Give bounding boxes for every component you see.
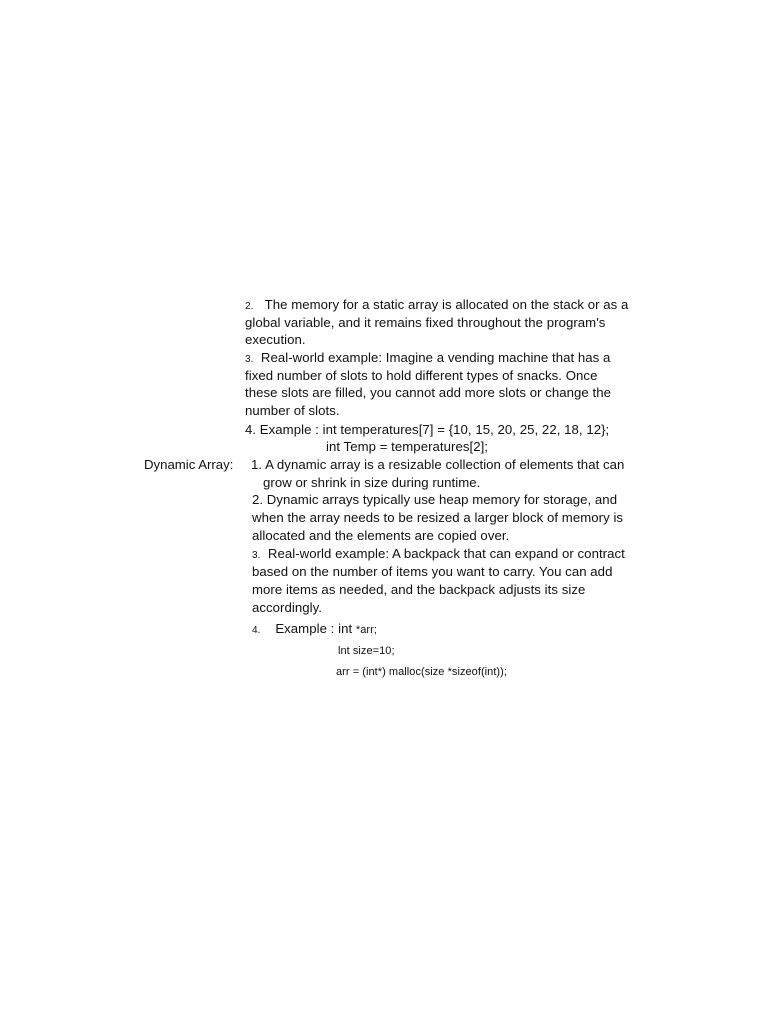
static-item3-text: Real-world example: Imagine a vending machine that has a [260, 350, 611, 365]
dynamic-item4-code-ptr: *arr; [355, 624, 377, 636]
dynamic-item4-text: Example : int [275, 621, 353, 636]
dynamic-item4-number: 4. [252, 625, 261, 636]
static-item4-line1: 4. Example : int temperatures[7] = {10, 15, 20, 25, 22, 18, 12}; [245, 422, 610, 437]
dynamic-item2-line2: when the array needs to be resized a larger block of memory is [252, 510, 624, 525]
dynamic-item2-line1: 2. Dynamic arrays typically use heap memory for storage, and [252, 492, 618, 507]
static-item3-line4: number of slots. [245, 403, 340, 418]
static-item4-line2: int Temp = temperatures[2]; [326, 439, 488, 454]
dynamic-item3-text: Real-world example: A backpack that can expand or contract [267, 546, 625, 561]
dynamic-item2-line3: allocated and the elements are copied over. [252, 528, 510, 543]
dynamic-array-label: Dynamic Array: [144, 457, 234, 472]
dynamic-item3-line4: accordingly. [252, 600, 322, 615]
dynamic-item1-line2: grow or shrink in size during runtime. [263, 475, 481, 490]
dynamic-item4-line1 [252, 620, 377, 640]
dynamic-item4-code-line1: lnt size=10; [338, 645, 395, 657]
static-item2-line1 [245, 296, 628, 316]
static-item2-number: 2. [245, 301, 254, 312]
static-item2-text: The memory for a static array is allocated on the stack or as a [264, 297, 629, 312]
dynamic-item1-line1: 1. A dynamic array is a resizable collection of elements that can [251, 457, 625, 472]
dynamic-item4-code-line2: arr = (int*) malloc(size *sizeof(int)); [336, 666, 507, 678]
static-item2-line3: execution. [245, 332, 306, 347]
static-item3-line1 [245, 349, 610, 369]
dynamic-item3-line2: based on the number of items you want to carry. You can add [252, 564, 613, 579]
dynamic-item3-line1 [252, 545, 625, 565]
dynamic-item3-line3: more items as needed, and the backpack adjusts its size [252, 582, 586, 597]
static-item2-line2: global variable, and it remains fixed throughout the program's [245, 315, 606, 330]
static-item3-number: 3. [245, 354, 254, 365]
dynamic-item3-number: 3. [252, 550, 261, 561]
static-item3-line3: these slots are filled, you cannot add more slots or change the [245, 385, 612, 400]
static-item3-line2: fixed number of slots to hold different types of snacks. Once [245, 368, 598, 383]
